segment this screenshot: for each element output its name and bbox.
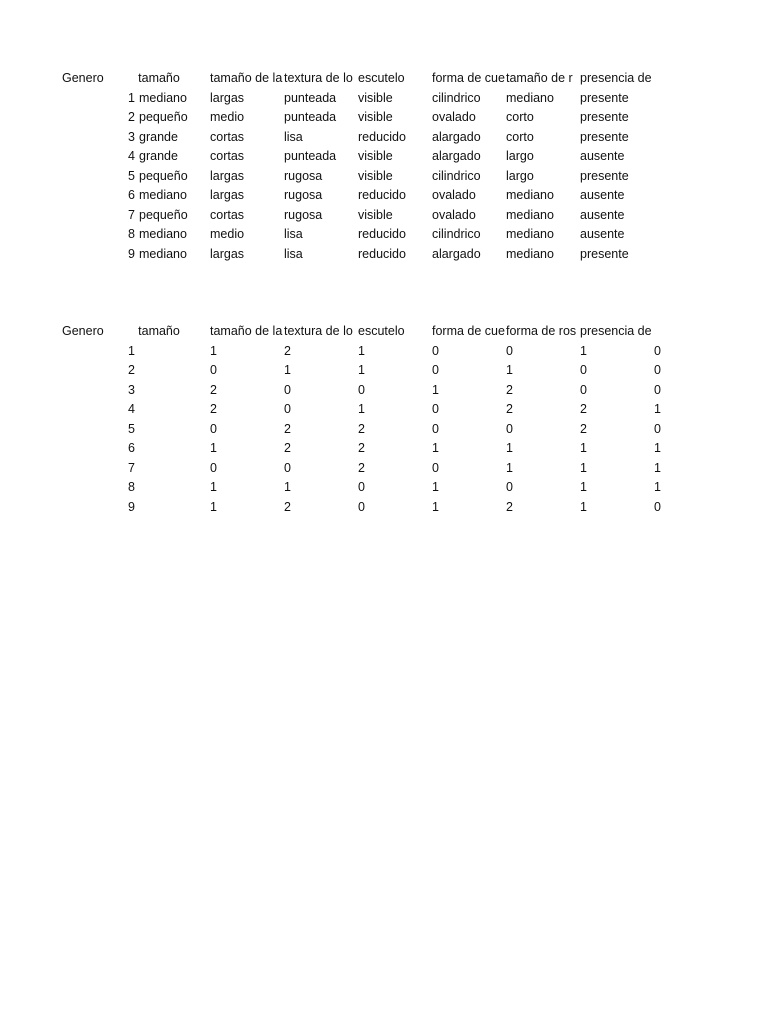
table-row [62, 245, 702, 265]
cell-escutelo[interactable]: 1 [432, 499, 439, 514]
cell-textura[interactable]: 1 [358, 343, 365, 358]
cell-forma-rostro[interactable]: 1 [580, 460, 587, 475]
cell-textura[interactable]: lisa [284, 227, 303, 241]
header-genero[interactable]: Genero [62, 324, 104, 338]
table-row [62, 108, 702, 128]
cell-genero[interactable]: 9 [128, 499, 135, 514]
cell-forma-cuerpo[interactable]: 2 [506, 402, 513, 416]
header-presencia[interactable]: presencia de [580, 71, 652, 85]
cell-presencia[interactable]: 0 [654, 421, 661, 436]
cell-tamano-antenas[interactable]: 1 [284, 480, 291, 494]
table-row [62, 361, 702, 381]
cell-forma-cuerpo[interactable]: ovalado [432, 207, 476, 222]
row-number[interactable]: 8 [128, 227, 135, 241]
table-row [62, 206, 702, 226]
row-number[interactable]: 7 [128, 207, 135, 222]
cell-textura[interactable]: 1 [358, 402, 365, 416]
table-row [62, 400, 702, 420]
table-row [62, 89, 702, 109]
cell-tamano-antenas[interactable]: 0 [284, 402, 291, 416]
cell-escutelo[interactable]: visible [358, 110, 393, 124]
cell-escutelo[interactable]: 0 [432, 421, 439, 436]
cell-tamano-rostro[interactable]: largo [506, 168, 534, 183]
cell-tamano-antenas[interactable]: largas [210, 188, 245, 202]
cell-textura[interactable]: punteada [284, 90, 337, 105]
cell-forma-cuerpo[interactable]: alargado [432, 129, 481, 144]
cell-presencia[interactable]: 0 [654, 382, 661, 397]
cell-presencia[interactable]: ausente [580, 149, 625, 163]
cell-escutelo[interactable]: 1 [432, 382, 439, 397]
cell-textura[interactable]: 2 [358, 421, 365, 436]
row-number[interactable]: 4 [128, 149, 135, 163]
cell-presencia[interactable]: 1 [654, 480, 661, 494]
cell-escutelo[interactable]: 0 [432, 460, 439, 475]
categorical-table [62, 69, 702, 264]
table-row [62, 225, 702, 245]
cell-textura[interactable]: punteada [284, 149, 337, 163]
cell-escutelo[interactable]: reducido [358, 129, 406, 144]
header-tamano-antenas[interactable]: tamaño de la [210, 324, 283, 338]
cell-genero[interactable]: 1 [128, 343, 135, 358]
cell-forma-cuerpo[interactable]: ovalado [432, 110, 476, 124]
cell-escutelo[interactable]: visible [358, 207, 393, 222]
cell-textura[interactable]: 0 [358, 499, 365, 514]
cell-genero[interactable]: 7 [128, 460, 135, 475]
table-row [62, 459, 702, 479]
cell-textura[interactable]: lisa [284, 246, 303, 261]
cell-forma-cuerpo[interactable]: cilindrico [432, 90, 481, 105]
row-number[interactable]: 1 [128, 90, 135, 105]
encoded-table [62, 322, 702, 517]
categorical-table-body [62, 89, 702, 265]
cell-escutelo[interactable]: visible [358, 90, 393, 105]
cell-tamano-rostro[interactable]: largo [506, 149, 534, 163]
cell-tamano-antenas[interactable]: largas [210, 246, 245, 261]
cell-tamano-antenas[interactable]: 2 [284, 421, 291, 436]
cell-forma-cuerpo[interactable]: 2 [506, 382, 513, 397]
cell-escutelo[interactable]: 0 [432, 363, 439, 377]
cell-forma-cuerpo[interactable]: 0 [506, 421, 513, 436]
cell-textura[interactable]: 2 [358, 460, 365, 475]
cell-tamano-rostro[interactable]: mediano [506, 90, 554, 105]
table-row [62, 478, 702, 498]
cell-presencia[interactable]: presente [580, 246, 629, 261]
cell-tamano-rostro[interactable]: mediano [506, 188, 554, 202]
cell-tamano[interactable]: 0 [210, 460, 217, 475]
cell-tamano-antenas[interactable]: 2 [284, 499, 291, 514]
cell-forma-rostro[interactable]: 2 [580, 421, 587, 436]
cell-tamano-antenas[interactable]: largas [210, 168, 245, 183]
cell-tamano[interactable]: 0 [210, 363, 217, 377]
cell-presencia[interactable]: ausente [580, 207, 625, 222]
table-row [62, 498, 702, 518]
cell-tamano[interactable]: pequeño [139, 110, 188, 124]
table-row [62, 381, 702, 401]
cell-tamano[interactable]: 1 [210, 441, 217, 455]
cell-forma-cuerpo[interactable]: 1 [506, 460, 513, 475]
cell-tamano[interactable]: 1 [210, 499, 217, 514]
table-header-row [62, 322, 702, 342]
cell-tamano[interactable]: mediano [139, 227, 187, 241]
header-escutelo[interactable]: escutelo [358, 71, 405, 85]
cell-forma-cuerpo[interactable]: alargado [432, 149, 481, 163]
cell-presencia[interactable]: presente [580, 129, 629, 144]
cell-forma-cuerpo[interactable]: alargado [432, 246, 481, 261]
cell-tamano[interactable]: pequeño [139, 207, 188, 222]
cell-forma-rostro[interactable]: 0 [580, 363, 587, 377]
encoded-table-body [62, 342, 702, 518]
cell-escutelo[interactable]: reducido [358, 227, 406, 241]
cell-escutelo[interactable]: 1 [432, 441, 439, 455]
cell-escutelo[interactable]: reducido [358, 246, 406, 261]
cell-forma-cuerpo[interactable]: 1 [506, 441, 513, 455]
cell-textura[interactable]: 0 [358, 382, 365, 397]
cell-genero[interactable]: 2 [128, 363, 135, 377]
cell-tamano-antenas[interactable]: cortas [210, 129, 245, 144]
table-row [62, 128, 702, 148]
cell-forma-cuerpo[interactable]: cilindrico [432, 168, 481, 183]
cell-escutelo[interactable]: visible [358, 168, 393, 183]
cell-tamano-antenas[interactable]: largas [210, 90, 245, 105]
cell-forma-cuerpo[interactable]: 0 [506, 480, 513, 494]
cell-tamano-rostro[interactable]: mediano [506, 246, 554, 261]
cell-genero[interactable]: 3 [128, 382, 135, 397]
cell-presencia[interactable]: 1 [654, 460, 661, 475]
cell-tamano-antenas[interactable]: medio [210, 110, 245, 124]
cell-tamano-antenas[interactable]: 1 [284, 363, 291, 377]
cell-escutelo[interactable]: 0 [432, 343, 439, 358]
cell-forma-cuerpo[interactable]: ovalado [432, 188, 476, 202]
cell-forma-cuerpo[interactable]: 0 [506, 343, 513, 358]
header-tamano[interactable]: tamaño [138, 71, 180, 85]
cell-textura[interactable]: lisa [284, 129, 303, 144]
cell-presencia[interactable]: presente [580, 110, 629, 124]
row-number[interactable]: 3 [128, 129, 135, 144]
cell-tamano-rostro[interactable]: mediano [506, 207, 554, 222]
cell-tamano[interactable]: 1 [210, 343, 217, 358]
cell-presencia[interactable]: presente [580, 168, 629, 183]
row-number[interactable]: 6 [128, 188, 135, 202]
cell-textura[interactable]: 0 [358, 480, 365, 494]
cell-presencia[interactable]: ausente [580, 188, 625, 202]
cell-presencia[interactable]: ausente [580, 227, 625, 241]
header-textura[interactable]: textura de lo [284, 324, 353, 338]
cell-escutelo[interactable]: 1 [432, 480, 439, 494]
table-header-row [62, 69, 702, 89]
row-number[interactable]: 9 [128, 246, 135, 261]
cell-textura[interactable]: rugosa [284, 168, 323, 183]
cell-escutelo[interactable]: visible [358, 149, 393, 163]
cell-forma-rostro[interactable]: 1 [580, 480, 587, 494]
cell-tamano-rostro[interactable]: corto [506, 129, 534, 144]
cell-tamano-antenas[interactable]: 2 [284, 343, 291, 358]
cell-presencia[interactable]: 1 [654, 402, 661, 416]
cell-forma-cuerpo[interactable]: cilindrico [432, 227, 481, 241]
header-forma-cuerpo[interactable]: forma de cue [432, 324, 505, 338]
header-escutelo[interactable]: escutelo [358, 324, 405, 338]
cell-textura[interactable]: rugosa [284, 188, 323, 202]
header-tamano[interactable]: tamaño [138, 324, 180, 338]
cell-presencia[interactable]: 1 [654, 441, 661, 455]
cell-tamano[interactable]: 2 [210, 382, 217, 397]
cell-presencia[interactable]: 0 [654, 363, 661, 377]
cell-forma-rostro[interactable]: 0 [580, 382, 587, 397]
cell-tamano[interactable]: 2 [210, 402, 217, 416]
table-row [62, 420, 702, 440]
header-genero[interactable]: Genero [62, 71, 104, 85]
cell-tamano-antenas[interactable]: 0 [284, 382, 291, 397]
header-forma-cuerpo[interactable]: forma de cue [432, 71, 505, 85]
cell-forma-cuerpo[interactable]: 1 [506, 363, 513, 377]
cell-tamano[interactable]: grande [139, 149, 178, 163]
table-row [62, 342, 702, 362]
cell-forma-cuerpo[interactable]: 2 [506, 499, 513, 514]
table-row [62, 147, 702, 167]
header-presencia[interactable]: presencia de [580, 324, 652, 338]
table-row [62, 186, 702, 206]
cell-presencia[interactable]: 0 [654, 343, 661, 358]
cell-tamano[interactable]: mediano [139, 90, 187, 105]
cell-forma-rostro[interactable]: 1 [580, 441, 587, 455]
cell-textura[interactable]: rugosa [284, 207, 323, 222]
cell-textura[interactable]: punteada [284, 110, 337, 124]
cell-tamano[interactable]: 0 [210, 421, 217, 436]
cell-tamano-rostro[interactable]: mediano [506, 227, 554, 241]
header-tamano-rostro[interactable]: tamaño de r [506, 71, 573, 85]
cell-escutelo[interactable]: 0 [432, 402, 439, 416]
cell-forma-rostro[interactable]: 2 [580, 402, 587, 416]
row-number[interactable]: 2 [128, 110, 135, 124]
cell-forma-rostro[interactable]: 1 [580, 343, 587, 358]
cell-tamano[interactable]: grande [139, 129, 178, 144]
cell-tamano[interactable]: pequeño [139, 168, 188, 183]
cell-genero[interactable]: 5 [128, 421, 135, 436]
cell-forma-rostro[interactable]: 1 [580, 499, 587, 514]
cell-textura[interactable]: 1 [358, 363, 365, 377]
cell-tamano-antenas[interactable]: 0 [284, 460, 291, 475]
cell-tamano[interactable]: mediano [139, 246, 187, 261]
cell-tamano-antenas[interactable]: cortas [210, 207, 245, 222]
table-row [62, 167, 702, 187]
header-textura[interactable]: textura de lo [284, 71, 353, 85]
header-tamano-antenas[interactable]: tamaño de la [210, 71, 283, 85]
cell-tamano-antenas[interactable]: cortas [210, 149, 245, 163]
cell-tamano[interactable]: 1 [210, 480, 217, 494]
table-row [62, 439, 702, 459]
cell-presencia[interactable]: presente [580, 90, 629, 105]
cell-presencia[interactable]: 0 [654, 499, 661, 514]
cell-genero[interactable]: 8 [128, 480, 135, 494]
cell-genero[interactable]: 6 [128, 441, 135, 455]
cell-tamano-antenas[interactable]: medio [210, 227, 245, 241]
cell-tamano-rostro[interactable]: corto [506, 110, 534, 124]
cell-tamano-antenas[interactable]: 2 [284, 441, 291, 455]
cell-textura[interactable]: 2 [358, 441, 365, 455]
cell-genero[interactable]: 4 [128, 402, 135, 416]
header-forma-rostro[interactable]: forma de ros [506, 324, 577, 338]
row-number[interactable]: 5 [128, 168, 135, 183]
cell-tamano[interactable]: mediano [139, 188, 187, 202]
cell-escutelo[interactable]: reducido [358, 188, 406, 202]
